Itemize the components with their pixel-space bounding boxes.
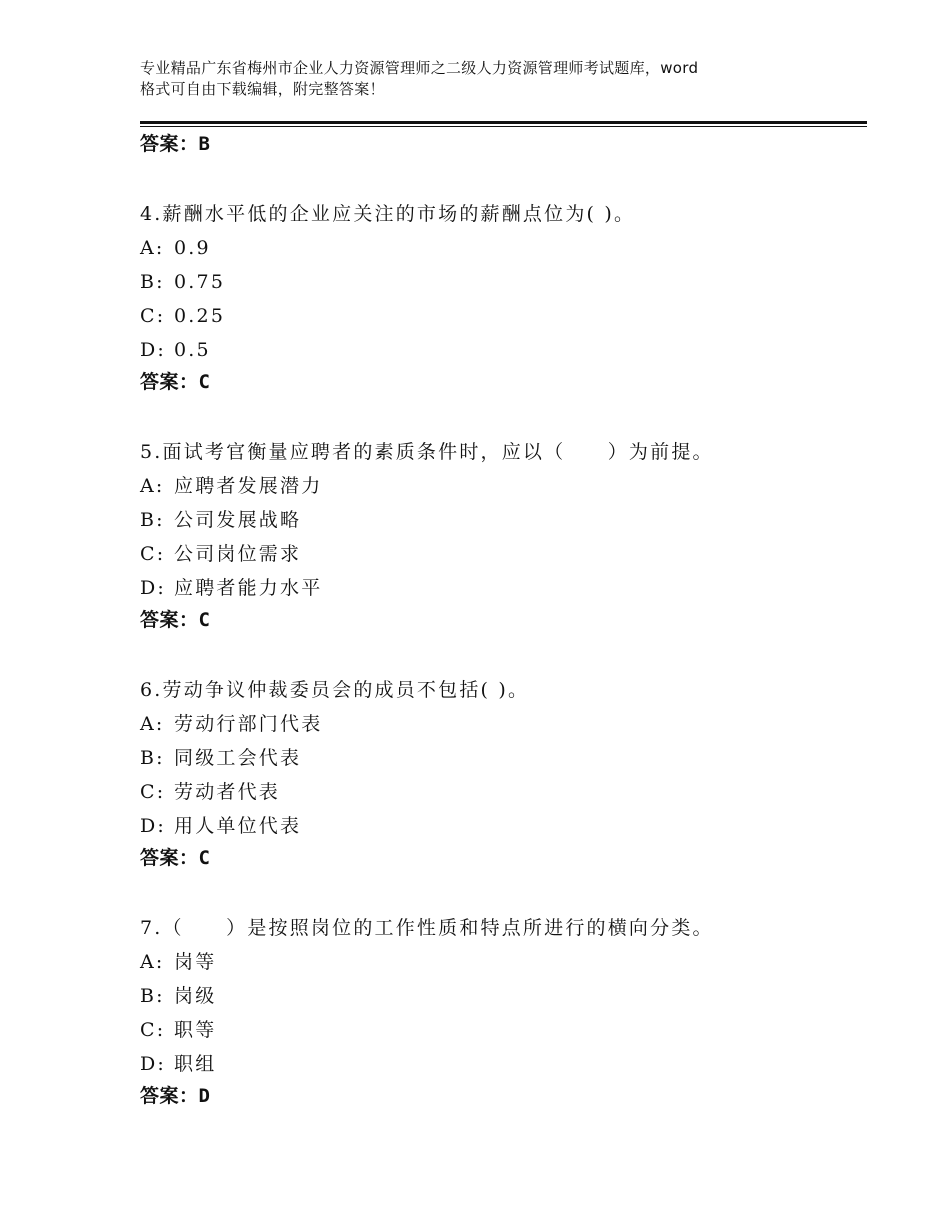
question-answer: 答案：D [140,1085,211,1107]
option-d [140,809,860,843]
header-rule-thick [140,121,867,124]
option-text: 职组 [174,1053,217,1075]
option-text: 岗等 [174,951,217,973]
option-letter: B: [140,509,165,531]
option-letter: B: [140,271,165,293]
option-text: 0.25 [174,305,226,327]
option-letter: A: [140,237,165,259]
option-text: 0.5 [174,339,211,361]
previous-question-answer: 答案：B [140,133,211,155]
question-stem: 5.面试考官衡量应聘者的素质条件时，应以（ ）为前提。 [140,441,714,463]
option-a [140,469,860,503]
option-letter: A: [140,951,165,973]
option-letter: C: [140,781,166,803]
option-text: 劳动行部门代表 [174,713,323,735]
option-b [140,741,860,775]
option-c [140,1013,860,1047]
question-answer: 答案：C [140,609,211,631]
option-b [140,979,860,1013]
question-answer: 答案：C [140,371,211,393]
option-letter: D: [140,1053,167,1075]
question-stem: 4.薪酬水平低的企业应关注的市场的薪酬点位为( )。 [140,203,636,225]
option-c [140,537,860,571]
option-d [140,1047,860,1081]
question-stem: 7.（ ）是按照岗位的工作性质和特点所进行的横向分类。 [140,917,714,939]
option-text: 应聘者发展潜力 [174,475,323,497]
option-text: 应聘者能力水平 [174,577,323,599]
option-letter: C: [140,305,166,327]
question-stem: 6.劳动争议仲裁委员会的成员不包括( )。 [140,679,530,701]
question-7 [140,911,860,1115]
option-text: 公司发展战略 [174,509,302,531]
option-text: 公司岗位需求 [174,543,302,565]
option-letter: C: [140,543,166,565]
option-text: 0.75 [174,271,226,293]
option-b [140,265,860,299]
option-letter: A: [140,475,165,497]
header-rule-thin [140,126,867,127]
option-a [140,231,860,265]
option-letter: A: [140,713,165,735]
option-letter: C: [140,1019,166,1041]
option-letter: B: [140,985,165,1007]
option-text: 劳动者代表 [174,781,281,803]
option-b [140,503,860,537]
option-text: 0.9 [174,237,211,259]
option-a [140,707,860,741]
question-5 [140,435,860,639]
option-text: 岗级 [174,985,217,1007]
header-title-line-1: 专业精品广东省梅州市企业人力资源管理师之二级人力资源管理师考试题库，word [140,59,699,77]
option-letter: D: [140,577,167,599]
header-title-line-2: 格式可自由下载编辑，附完整答案！ [140,80,385,98]
question-6 [140,673,860,877]
option-letter: B: [140,747,165,769]
option-d [140,333,860,367]
option-text: 同级工会代表 [174,747,302,769]
question-answer: 答案：C [140,847,211,869]
question-list [140,129,860,1115]
option-text: 用人单位代表 [174,815,302,837]
option-letter: D: [140,339,167,361]
option-c [140,299,860,333]
option-c [140,775,860,809]
option-a [140,945,860,979]
option-text: 职等 [174,1019,217,1041]
option-d [140,571,860,605]
page-header [140,58,830,100]
option-letter: D: [140,815,167,837]
question-4 [140,197,860,401]
